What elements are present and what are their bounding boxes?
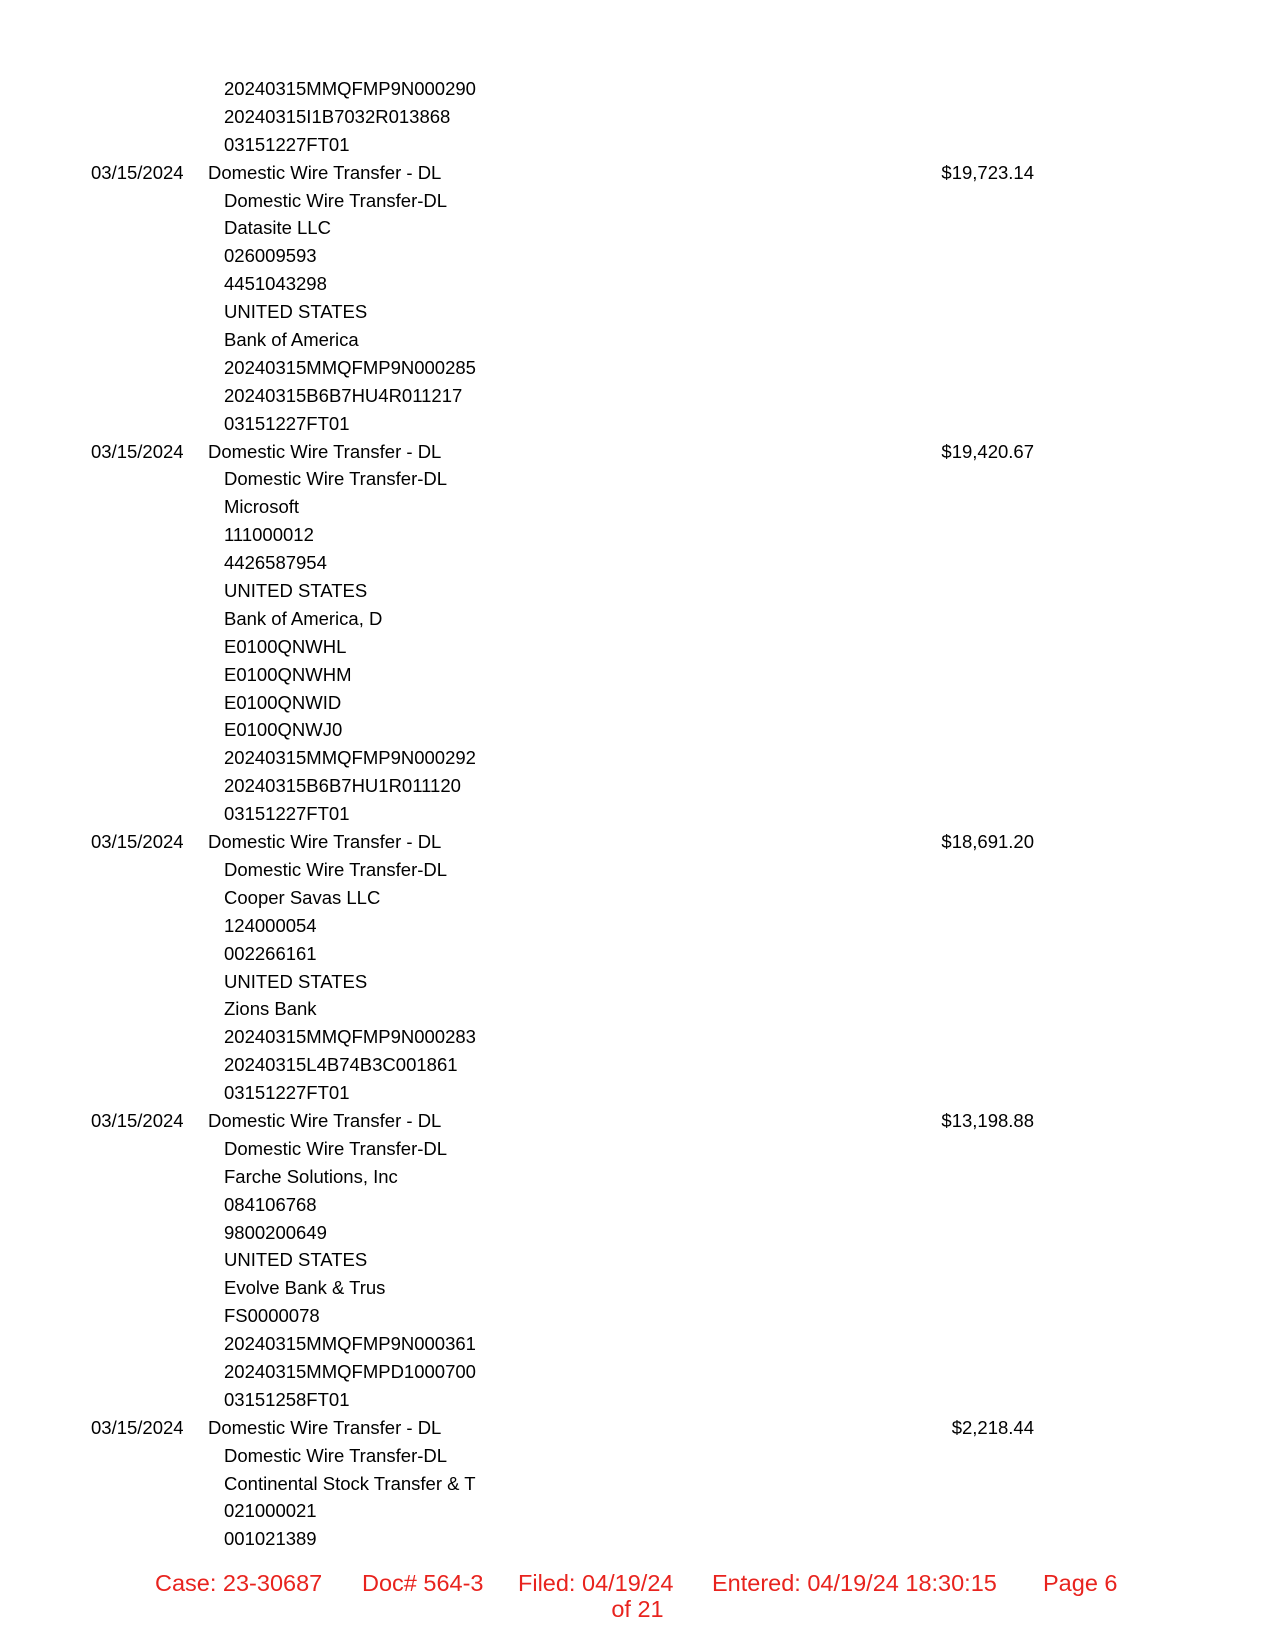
detail-line xyxy=(0,1386,1275,1414)
detail-line xyxy=(0,1219,1275,1247)
detail-text: 20240315MMQFMP9N000290 xyxy=(224,78,476,99)
detail-text: E0100QNWJ0 xyxy=(224,719,343,741)
detail-text: Domestic Wire Transfer-DL xyxy=(224,1444,448,1466)
transaction-description: Domestic Wire Transfer - DL xyxy=(208,831,442,853)
detail-text: UNITED STATES xyxy=(224,970,368,992)
transaction-amount: $19,723.14 xyxy=(941,161,1034,183)
transaction-amount: $19,420.67 xyxy=(941,440,1034,462)
detail-line xyxy=(0,1497,1275,1525)
detail-text: 9800200649 xyxy=(224,1221,327,1243)
detail-line xyxy=(0,772,1275,800)
detail-text: Domestic Wire Transfer-DL xyxy=(224,189,448,211)
detail-line xyxy=(0,549,1275,577)
detail-line xyxy=(0,214,1275,242)
filed-date: Filed: 04/19/24 xyxy=(518,1570,674,1596)
detail-text: Domestic Wire Transfer-DL xyxy=(224,468,448,490)
transaction-description: Domestic Wire Transfer - DL xyxy=(208,1109,442,1131)
detail-line xyxy=(0,493,1275,521)
detail-line xyxy=(0,1135,1275,1163)
detail-text: 03151227FT01 xyxy=(224,803,350,825)
detail-text: UNITED STATES xyxy=(224,580,368,602)
detail-line xyxy=(0,1079,1275,1107)
detail-text: 03151227FT01 xyxy=(224,1082,350,1104)
detail-text: E0100QNWHL xyxy=(224,635,347,657)
transaction-header-row xyxy=(0,1414,1275,1442)
detail-text: 026009593 xyxy=(224,245,317,267)
detail-text: UNITED STATES xyxy=(224,301,368,323)
case-number: Case: 23-30687 xyxy=(155,1570,323,1596)
detail-line xyxy=(0,326,1275,354)
detail-text: 20240315MMQFMP9N000285 xyxy=(224,356,476,378)
detail-text: Farche Solutions, Inc xyxy=(224,1165,398,1187)
court-filing-stamp xyxy=(0,1570,1275,1622)
detail-line xyxy=(0,800,1275,828)
transaction-amount: $13,198.88 xyxy=(941,1109,1034,1131)
detail-text: 001021389 xyxy=(224,1528,317,1550)
detail-text: 002266161 xyxy=(224,942,317,964)
detail-line xyxy=(0,633,1275,661)
detail-line xyxy=(0,103,1275,131)
detail-line xyxy=(0,1302,1275,1330)
detail-text: Domestic Wire Transfer-DL xyxy=(224,1137,448,1159)
detail-text: 4426587954 xyxy=(224,552,327,574)
page-number: Page 6 xyxy=(1043,1570,1118,1596)
transaction-ledger xyxy=(0,75,1275,1553)
detail-line xyxy=(0,661,1275,689)
detail-line xyxy=(0,605,1275,633)
detail-line xyxy=(0,187,1275,215)
detail-text: Continental Stock Transfer & T xyxy=(224,1472,476,1494)
detail-line xyxy=(0,940,1275,968)
transaction-header-row xyxy=(0,1107,1275,1135)
detail-text: Bank of America xyxy=(224,329,359,351)
detail-text: 20240315B6B7HU1R011120 xyxy=(224,775,461,797)
entered-date: Entered: 04/19/24 18:30:15 xyxy=(712,1570,997,1596)
detail-text: 111000012 xyxy=(224,524,314,546)
detail-line xyxy=(0,410,1275,438)
transaction-date: 03/15/2024 xyxy=(91,1109,184,1131)
detail-line xyxy=(0,856,1275,884)
detail-line xyxy=(0,465,1275,493)
detail-line xyxy=(0,716,1275,744)
detail-line xyxy=(0,744,1275,772)
detail-line xyxy=(0,1330,1275,1358)
detail-text: 03151227FT01 xyxy=(224,412,350,434)
detail-line xyxy=(0,1023,1275,1051)
detail-text: 20240315MMQFMP9N000283 xyxy=(224,1026,476,1048)
detail-line xyxy=(0,577,1275,605)
detail-line xyxy=(0,270,1275,298)
detail-line xyxy=(0,968,1275,996)
detail-text: Datasite LLC xyxy=(224,217,331,239)
transaction-amount: $2,218.44 xyxy=(951,1416,1034,1438)
detail-text: 20240315I1B7032R013868 xyxy=(224,105,451,127)
transaction-date: 03/15/2024 xyxy=(91,440,184,462)
transaction-description: Domestic Wire Transfer - DL xyxy=(208,161,442,183)
detail-line xyxy=(0,298,1275,326)
detail-line xyxy=(0,1191,1275,1219)
detail-text: 20240315MMQFMP9N000292 xyxy=(224,747,476,769)
detail-text: 021000021 xyxy=(224,1500,317,1522)
detail-text: FS0000078 xyxy=(224,1305,320,1327)
transaction-date: 03/15/2024 xyxy=(91,1416,184,1438)
detail-line xyxy=(0,912,1275,940)
detail-line xyxy=(0,354,1275,382)
detail-text: Domestic Wire Transfer-DL xyxy=(224,858,448,880)
detail-text: Bank of America, D xyxy=(224,607,383,629)
detail-text: Zions Bank xyxy=(224,998,317,1020)
detail-text: 124000054 xyxy=(224,914,317,936)
detail-text: 03151258FT01 xyxy=(224,1388,350,1410)
transaction-header-row xyxy=(0,828,1275,856)
transaction-description: Domestic Wire Transfer - DL xyxy=(208,1416,442,1438)
detail-text: Microsoft xyxy=(224,496,300,518)
detail-line xyxy=(0,1470,1275,1498)
detail-line xyxy=(0,1246,1275,1274)
transaction-amount: $18,691.20 xyxy=(941,831,1034,853)
page-total: of 21 xyxy=(611,1596,664,1622)
detail-text: Evolve Bank & Trus xyxy=(224,1277,386,1299)
detail-line xyxy=(0,242,1275,270)
detail-text: E0100QNWID xyxy=(224,691,342,713)
detail-line xyxy=(0,1163,1275,1191)
detail-line xyxy=(0,884,1275,912)
detail-line xyxy=(0,689,1275,717)
detail-line xyxy=(0,1274,1275,1302)
transaction-header-row xyxy=(0,438,1275,466)
detail-line xyxy=(0,995,1275,1023)
detail-text: 084106768 xyxy=(224,1193,317,1215)
detail-line xyxy=(0,521,1275,549)
detail-line xyxy=(0,382,1275,410)
detail-line xyxy=(0,75,1275,103)
filing-stamp-line xyxy=(0,1570,1275,1596)
detail-text: 03151227FT01 xyxy=(224,133,350,155)
detail-line xyxy=(0,1442,1275,1470)
transaction-header-row xyxy=(0,159,1275,187)
detail-line xyxy=(0,1525,1275,1553)
detail-text: 20240315MMQFMPD1000700 xyxy=(224,1360,476,1382)
transaction-date: 03/15/2024 xyxy=(91,831,184,853)
transaction-description: Domestic Wire Transfer - DL xyxy=(208,440,442,462)
detail-text: 4451043298 xyxy=(224,273,327,295)
detail-text: 20240315MMQFMP9N000361 xyxy=(224,1333,476,1355)
detail-text: 20240315B6B7HU4R011217 xyxy=(224,384,463,406)
detail-text: UNITED STATES xyxy=(224,1249,368,1271)
detail-text: 20240315L4B74B3C001861 xyxy=(224,1054,458,1076)
detail-text: Cooper Savas LLC xyxy=(224,886,381,908)
detail-line xyxy=(0,131,1275,159)
transaction-date: 03/15/2024 xyxy=(91,161,184,183)
doc-number: Doc# 564-3 xyxy=(362,1570,484,1596)
detail-line xyxy=(0,1358,1275,1386)
detail-line xyxy=(0,1051,1275,1079)
detail-text: E0100QNWHM xyxy=(224,663,352,685)
